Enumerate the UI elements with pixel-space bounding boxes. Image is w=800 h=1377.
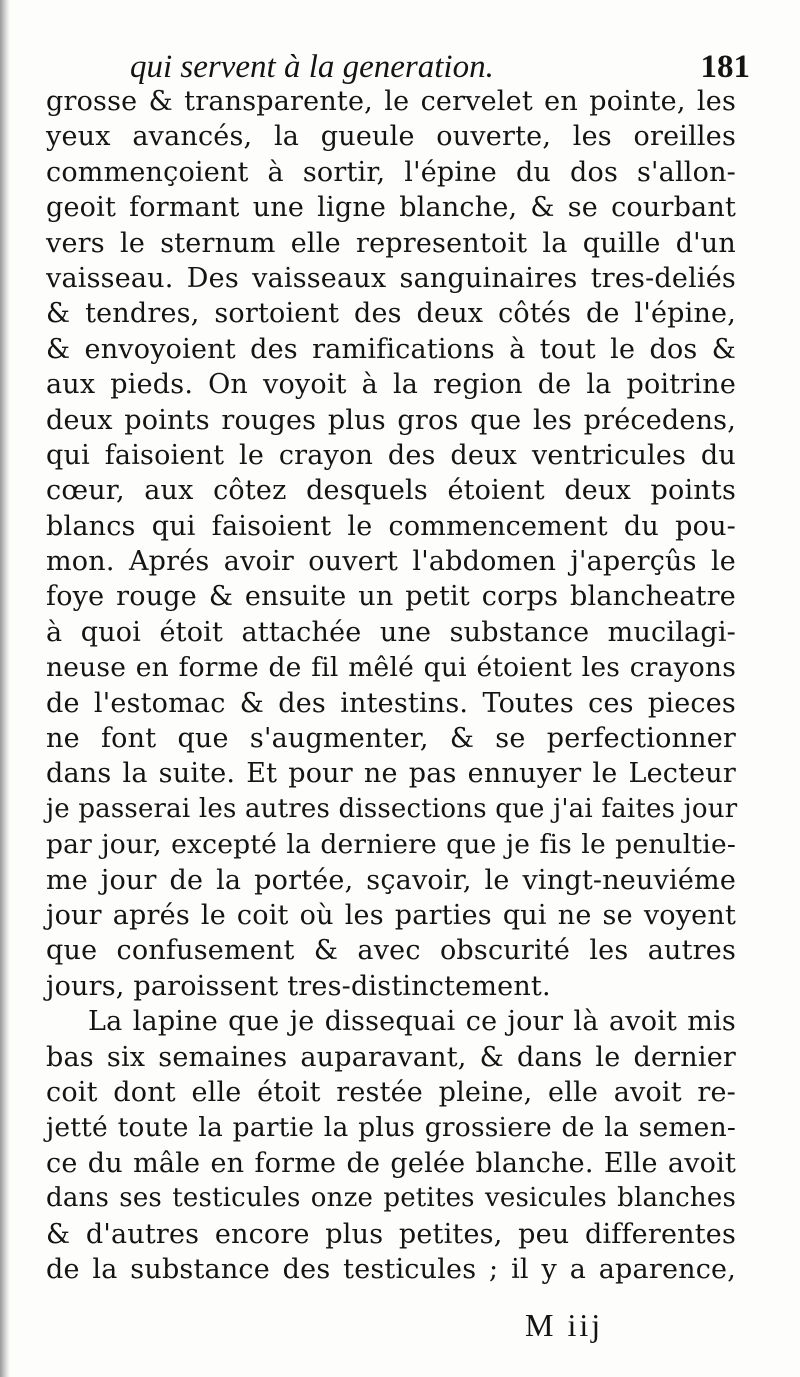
text-line: qui faisoient le crayon des deux ventricules du <box>46 439 736 471</box>
text-line: me jour de la portée, sçavoir, le vingt-neuviéme <box>46 864 736 896</box>
text-line: jours, paroissent tres-distinctement. <box>46 970 551 1002</box>
text-line: de la substance des testicules ; il y a aparence, <box>46 1253 736 1285</box>
text-line: jetté toute la partie la plus grossiere de la semen- <box>46 1112 736 1144</box>
text-line: ce du mâle en forme de gelée blanche. Elle avoit <box>46 1147 736 1179</box>
text-line: aux pieds. On voyoit à la region de la poitrine <box>46 369 736 401</box>
text-line: ne font que s'augmenter, & se perfectionner <box>46 723 736 755</box>
text-line: par jour, excepté la derniere que je fis le penultie- <box>46 829 736 861</box>
text-line: coit dont elle étoit restée pleine, elle avoit re- <box>46 1076 736 1108</box>
text-line: à quoi étoit attachée une substance mucilagi- <box>46 616 736 648</box>
text-line: bas six semaines auparavant, & dans le dernier <box>46 1041 736 1073</box>
signature-mark: M iij <box>525 1307 604 1343</box>
paragraph <box>46 1004 736 1287</box>
text-line: foye rouge & ensuite un petit corps blancheatre <box>46 581 736 613</box>
text-line: dans ses testicules onze petites vesicules blanches <box>46 1183 736 1214</box>
text-line: blancs qui faisoient le commencement du pou- <box>46 510 736 542</box>
text-line: deux points rouges plus gros que les précedens, <box>46 404 736 436</box>
text-line: neuse en forme de fil mêlé qui étoient les crayons <box>46 652 736 684</box>
text-line: vers le sternum elle representoit la quille d'un <box>46 227 736 259</box>
page-number: 181 <box>700 49 750 85</box>
text-line: commençoient à sortir, l'épine du dos s'allon- <box>46 156 736 188</box>
text-line: & tendres, sortoient des deux côtés de l'épine, <box>46 298 736 330</box>
text-line: geoit formant une ligne blanche, & se courbant <box>46 192 736 224</box>
text-line: grosse & transparente, le cervelet en pointe, les <box>46 86 736 117</box>
text-line: vaisseau. Des vaisseaux sanguinaires tres-deliés <box>46 262 736 294</box>
text-line: que confusement & avec obscurité les autres <box>46 935 736 967</box>
body-text <box>46 84 736 1287</box>
paragraph <box>46 84 736 1004</box>
running-head: qui servent à la generation. <box>130 49 494 85</box>
text-line: de l'estomac & des intestins. Toutes ces pieces <box>46 687 736 719</box>
text-line: je passerai les autres dissections que j'ai faites jour <box>46 793 738 824</box>
text-line: La lapine que je dissequai ce jour là avoit mis <box>88 1006 736 1038</box>
text-line: jour aprés le coit où les parties qui ne se voyent <box>46 899 736 931</box>
text-line: dans la suite. Et pour ne pas ennuyer le Lecteur <box>46 758 736 790</box>
text-line: & d'autres encore plus petites, peu differentes <box>46 1218 736 1250</box>
text-line: cœur, aux côtez desquels étoient deux points <box>46 475 736 507</box>
text-line: mon. Aprés avoir ouvert l'abdomen j'aperçûs le <box>46 546 736 578</box>
text-line: yeux avancés, la gueule ouverte, les oreilles <box>46 121 736 153</box>
page-gutter-shadow <box>0 0 10 1377</box>
text-line: & envoyoient des ramifications à tout le dos & <box>46 333 736 365</box>
